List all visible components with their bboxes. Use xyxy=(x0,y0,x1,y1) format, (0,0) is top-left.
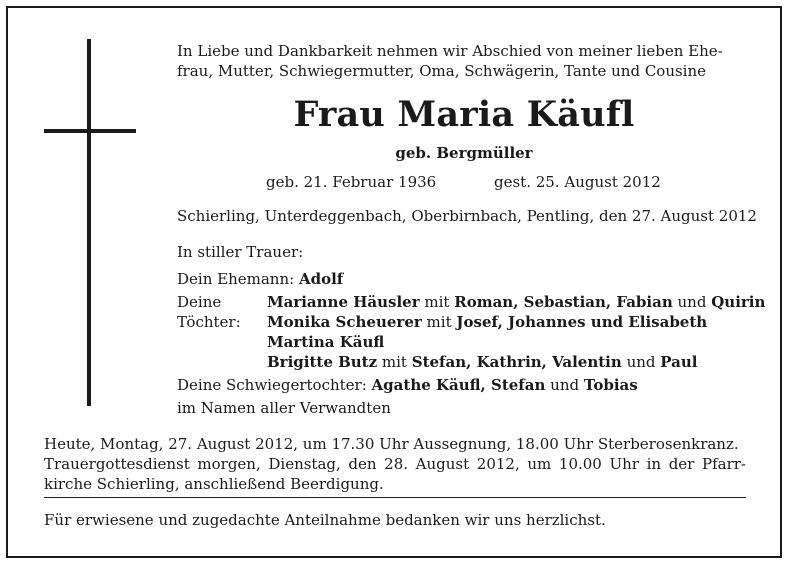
cross-horizontal-bar xyxy=(44,129,136,133)
intro-line-1: In Liebe und Dankbarkeit nehmen wir Abschied von meiner lieben Ehe- xyxy=(177,42,723,60)
daughter-in-law-und: und xyxy=(550,376,580,394)
cross-vertical-bar xyxy=(87,39,91,406)
mourning-intro: In stiller Trauer: xyxy=(177,243,304,261)
daughter-row xyxy=(267,292,765,312)
daughter-row xyxy=(267,312,707,332)
daughter-mit: mit xyxy=(424,293,450,311)
thanks-line: Für erwiesene und zugedachte Anteilnahme bedanken wir uns herzlichst. xyxy=(44,511,606,529)
daughters-label-2: Töchter: xyxy=(177,313,241,331)
daughter-row xyxy=(267,352,697,372)
daughter-name: Brigitte Butz xyxy=(267,353,378,371)
daughter-mit: mit xyxy=(381,353,407,371)
daughter-und: und xyxy=(677,293,707,311)
daughter-name: Monika Scheuerer xyxy=(267,313,422,331)
daughter-in-law-name: Agathe Käufl, Stefan xyxy=(371,376,546,394)
service-line-1: Heute, Montag, 27. August 2012, um 17.30 Uhr Aussegnung, 18.00 Uhr Sterberosenkranz. xyxy=(44,435,739,453)
maiden-name: geb. Bergmüller xyxy=(395,144,533,162)
daughter-family-last: Quirin xyxy=(711,293,766,311)
daughter-family-last: Paul xyxy=(660,353,698,371)
death-date: gest. 25. August 2012 xyxy=(494,173,661,191)
intro-line-2: frau, Mutter, Schwiegermutter, Oma, Schwägerin, Tante und Cousine xyxy=(177,62,707,80)
deceased-name: Frau Maria Käufl xyxy=(293,94,635,135)
daughter-name: Martina Käufl xyxy=(267,333,385,351)
service-line-3: kirche Schierling, anschließend Beerdigung. xyxy=(44,475,384,493)
husband-label: Dein Ehemann: xyxy=(177,270,295,288)
relatives-line: im Namen aller Verwandten xyxy=(177,399,391,417)
daughter-in-law-label: Deine Schwiegertochter: xyxy=(177,376,367,394)
birth-date: geb. 21. Februar 1936 xyxy=(266,173,437,191)
husband-line xyxy=(177,269,343,289)
daughters-label-1: Deine xyxy=(177,293,222,311)
husband-name: Adolf xyxy=(298,270,344,288)
daughter-name: Marianne Häusler xyxy=(267,293,420,311)
daughter-mit: mit xyxy=(426,313,452,331)
divider-line xyxy=(44,497,746,498)
daughter-und: und xyxy=(626,353,656,371)
daughter-row xyxy=(267,332,384,352)
places-and-date: Schierling, Unterdeggenbach, Oberbirnbach, Pentling, den 27. August 2012 xyxy=(177,207,757,225)
daughter-family: Stefan, Kathrin, Valentin xyxy=(411,353,622,371)
service-line-2: Trauergottesdienst morgen, Dienstag, den 28. August 2012, um 10.00 Uhr in der Pfarr- xyxy=(44,455,746,473)
daughter-family: Roman, Sebastian, Fabian xyxy=(454,293,673,311)
daughter-in-law-line xyxy=(177,375,638,395)
daughter-in-law-last: Tobias xyxy=(583,376,638,394)
daughter-family: Josef, Johannes und Elisabeth xyxy=(456,313,708,331)
